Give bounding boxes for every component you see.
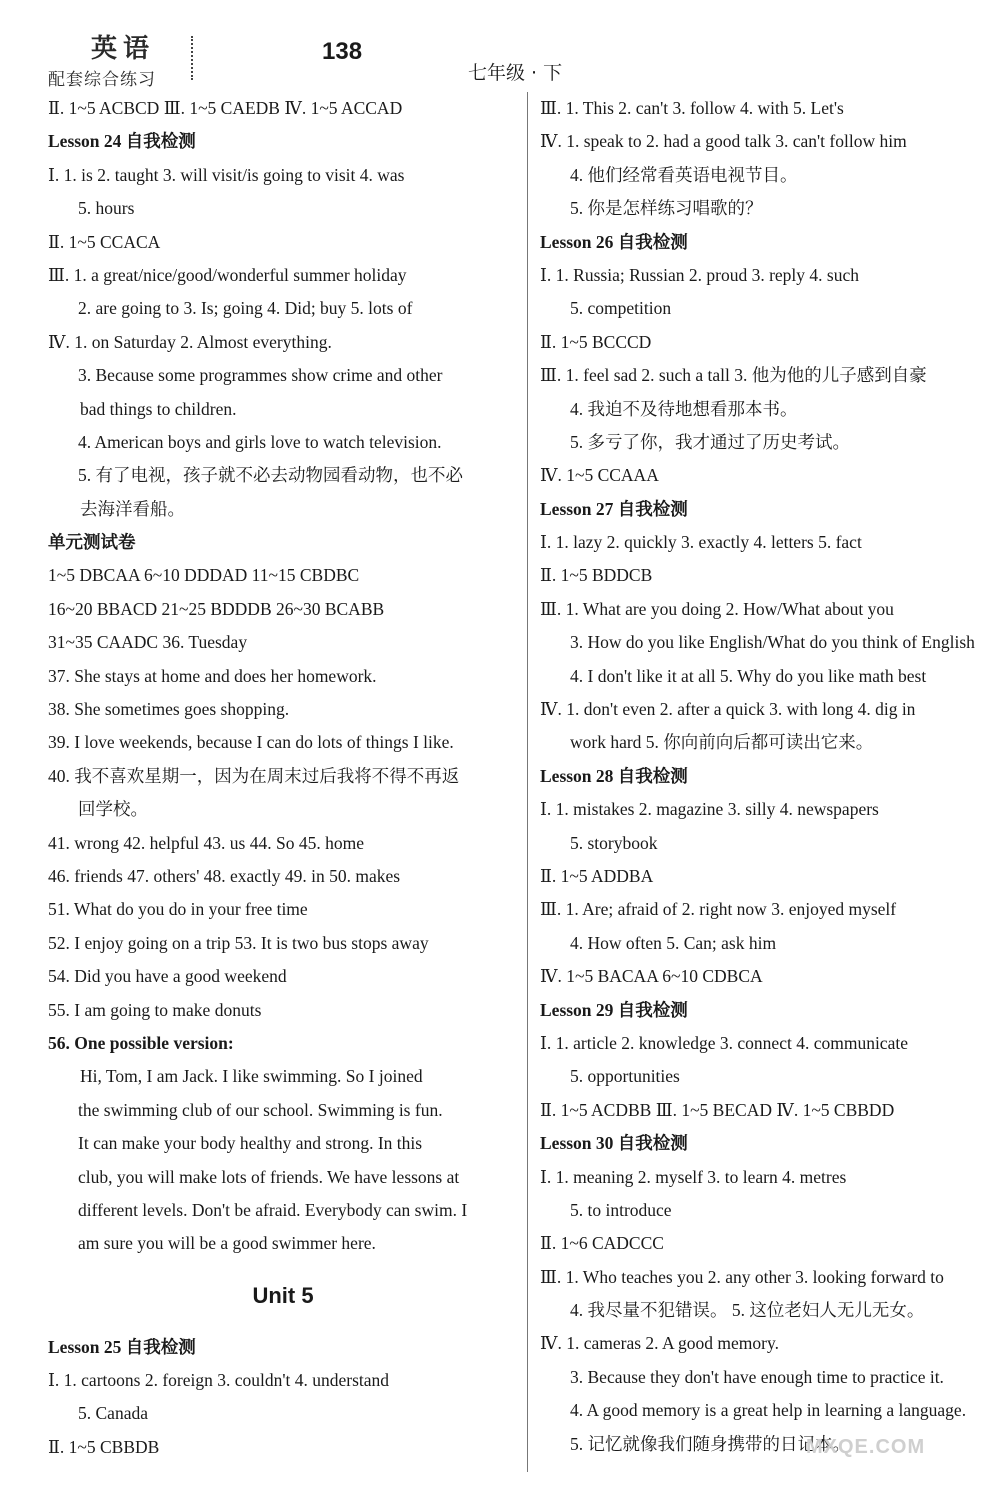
answer-line: 5. hours (78, 198, 135, 219)
answer-line: 38. She sometimes goes shopping. (48, 699, 290, 720)
answer-line: Ⅱ. 1~5 ACBCD Ⅲ. 1~5 CAEDB Ⅳ. 1~5 ACCAD (48, 98, 403, 118)
answer-line: Ⅳ. 1~5 BACAA 6~10 CDBCA (540, 966, 763, 987)
answer-line: the swimming club of our school. Swimming is fun. (78, 1099, 443, 1120)
answer-line: 56. One possible version: (48, 1032, 234, 1053)
answer-line: Ⅳ. 1. cameras 2. A good memory. (540, 1333, 779, 1354)
answer-line: Ⅱ. 1~5 ACDBB Ⅲ. 1~5 BECAD Ⅳ. 1~5 CBBDD (540, 1099, 895, 1120)
section-heading: Lesson 27 自我检测 (540, 498, 688, 519)
answer-line: 4. 他们经常看英语电视节目。 (570, 164, 798, 185)
right-column (540, 92, 1000, 1461)
section-heading: Lesson 25 自我检测 (48, 1336, 196, 1357)
answer-line: It can make your body healthy and strong. In this (78, 1133, 423, 1154)
answer-line: different levels. Don't be afraid. Everybody can swim. I (78, 1199, 468, 1220)
answer-line: Ⅳ. 1. speak to 2. had a good talk 3. can't follow him (540, 131, 907, 152)
answer-line: Ⅰ. 1. cartoons 2. foreign 3. couldn't 4. understand (48, 1370, 390, 1391)
answer-line: 37. She stays at home and does her homework. (48, 665, 377, 686)
logo-title: 英语 (90, 34, 155, 64)
page-header (0, 0, 1000, 92)
left-column (48, 92, 518, 1464)
section-heading: 单元测试卷 (48, 532, 136, 553)
section-heading: Lesson 30 自我检测 (540, 1133, 688, 1154)
answer-line: 41. wrong 42. helpful 43. us 44. So 45. home (48, 832, 364, 853)
answer-line: Ⅲ. 1. Are; afraid of 2. right now 3. enjoyed myself (540, 899, 897, 920)
answer-line: 5. Canada (78, 1403, 148, 1424)
answer-line: 5. competition (570, 298, 672, 319)
answer-line: Ⅱ. 1~5 CBBDB (48, 1436, 160, 1457)
answer-line: Ⅰ. 1. article 2. knowledge 3. connect 4. communicate (540, 1032, 908, 1053)
answer-line: 52. I enjoy going on a trip 53. It is two bus stops away (48, 932, 429, 953)
answer-line: Ⅰ. 1. mistakes 2. magazine 3. silly 4. newspapers (540, 799, 879, 820)
answer-line: 55. I am going to make donuts (48, 999, 262, 1020)
grade-label: 七年级 · 下 (468, 62, 563, 84)
answer-line: work hard 5. 你向前向后都可读出它来。 (570, 732, 874, 753)
answer-line: 4. I don't like it at all 5. Why do you like math best (570, 665, 927, 686)
answer-line: Ⅳ. 1. don't even 2. after a quick 3. with long 4. dig in (540, 699, 916, 720)
logo-subtitle: 配套综合练习 (48, 70, 156, 90)
answer-line: 5. storybook (570, 832, 658, 853)
answer-line: 3. Because they don't have enough time to practice it. (570, 1366, 944, 1387)
answer-line: 4. 我迫不及待地想看那本书。 (570, 398, 798, 419)
answer-line: Ⅱ. 1~5 BCCCD (540, 331, 652, 352)
answer-line: 3. How do you like English/What do you think of English (570, 632, 975, 653)
answer-line: 16~20 BBACD 21~25 BDDDB 26~30 BCABB (48, 598, 385, 619)
page-number: 138 (322, 38, 363, 65)
answer-line: bad things to children. (80, 398, 237, 419)
answer-line: Ⅰ. 1. lazy 2. quickly 3. exactly 4. letters 5. fact (540, 532, 862, 553)
answer-line: Ⅰ. 1. Russia; Russian 2. proud 3. reply 4. such (540, 264, 859, 285)
answer-line: am sure you will be a good swimmer here. (78, 1233, 376, 1254)
section-heading: Lesson 28 自我检测 (540, 765, 688, 786)
answer-line: Ⅲ. 1. Who teaches you 2. any other 3. looking forward to (540, 1266, 944, 1287)
answer-line: 5. 有了电视，孩子就不必去动物园看动物，也不必 (78, 465, 463, 486)
answer-line: 5. 你是怎样练习唱歌的？ (570, 198, 763, 219)
answer-line: Ⅲ. 1. This 2. can't 3. follow 4. with 5. Let's (540, 98, 844, 118)
answer-line: Ⅲ. 1. a great/nice/good/wonderful summer holiday (48, 264, 407, 285)
answer-line: Ⅲ. 1. What are you doing 2. How/What about you (540, 598, 894, 619)
answer-line: 4. American boys and girls love to watch television. (78, 431, 442, 452)
answer-line: 39. I love weekends, because I can do lots of things I like. (48, 732, 454, 753)
section-heading: Lesson 24 自我检测 (48, 131, 196, 152)
answer-line: Ⅱ. 1~5 CCACA (48, 231, 161, 252)
answer-line: 4. A good memory is a great help in learning a language. (570, 1400, 967, 1421)
answer-line: Ⅱ. 1~5 BDDCB (540, 565, 653, 586)
answer-line: 5. to introduce (570, 1199, 672, 1220)
book-logo (48, 28, 198, 90)
answer-line: 去海洋看船。 (80, 498, 185, 519)
answer-line: 5. 记忆就像我们随身携带的日记本。 (570, 1433, 850, 1454)
answer-line: 5. opportunities (570, 1066, 680, 1087)
answer-line: 54. Did you have a good weekend (48, 966, 287, 987)
answer-line: Ⅳ. 1~5 CCAAA (540, 465, 659, 486)
answer-line: club, you will make lots of friends. We have lessons at (78, 1166, 460, 1187)
answer-line: 51. What do you do in your free time (48, 899, 308, 920)
answer-line: Ⅲ. 1. feel sad 2. such a tall 3. 他为他的儿子感到自豪 (540, 365, 927, 386)
section-heading: Lesson 29 自我检测 (540, 999, 688, 1020)
watermark: MXQE.COM (806, 1436, 926, 1458)
answer-line: Ⅳ. 1. on Saturday 2. Almost everything. (48, 331, 332, 352)
answer-line: 4. How often 5. Can; ask him (570, 932, 777, 953)
section-heading: Lesson 26 自我检测 (540, 231, 688, 252)
column-divider (527, 92, 528, 1472)
answer-line: Ⅱ. 1~5 ADDBA (540, 865, 654, 886)
answer-line: 31~35 CAADC 36. Tuesday (48, 632, 248, 653)
answer-line: 4. 我尽量不犯错误。 5. 这位老妇人无儿无女。 (570, 1300, 925, 1321)
answer-line: 2. are going to 3. Is; going 4. Did; buy 5. lots of (78, 298, 413, 319)
header-dotted-divider (191, 36, 193, 80)
answer-line: 3. Because some programmes show crime and other (78, 365, 443, 386)
answer-line: 1~5 DBCAA 6~10 DDDAD 11~15 CBDBC (48, 565, 360, 586)
answer-line: Hi, Tom, I am Jack. I like swimming. So I joined (80, 1066, 423, 1087)
answer-line: 5. 多亏了你，我才通过了历史考试。 (570, 431, 850, 452)
answer-line: Ⅰ. 1. meaning 2. myself 3. to learn 4. metres (540, 1166, 847, 1187)
answer-line: Ⅱ. 1~6 CADCCC (540, 1233, 664, 1254)
unit-heading: Unit 5 (252, 1282, 314, 1308)
answer-line: 40. 我不喜欢星期一，因为在周末过后我将不得不再返 (48, 765, 460, 786)
answer-line: 回学校。 (78, 799, 148, 820)
answer-line: Ⅰ. 1. is 2. taught 3. will visit/is going to visit 4. was (48, 164, 405, 185)
answer-line: 46. friends 47. others' 48. exactly 49. in 50. makes (48, 865, 401, 886)
